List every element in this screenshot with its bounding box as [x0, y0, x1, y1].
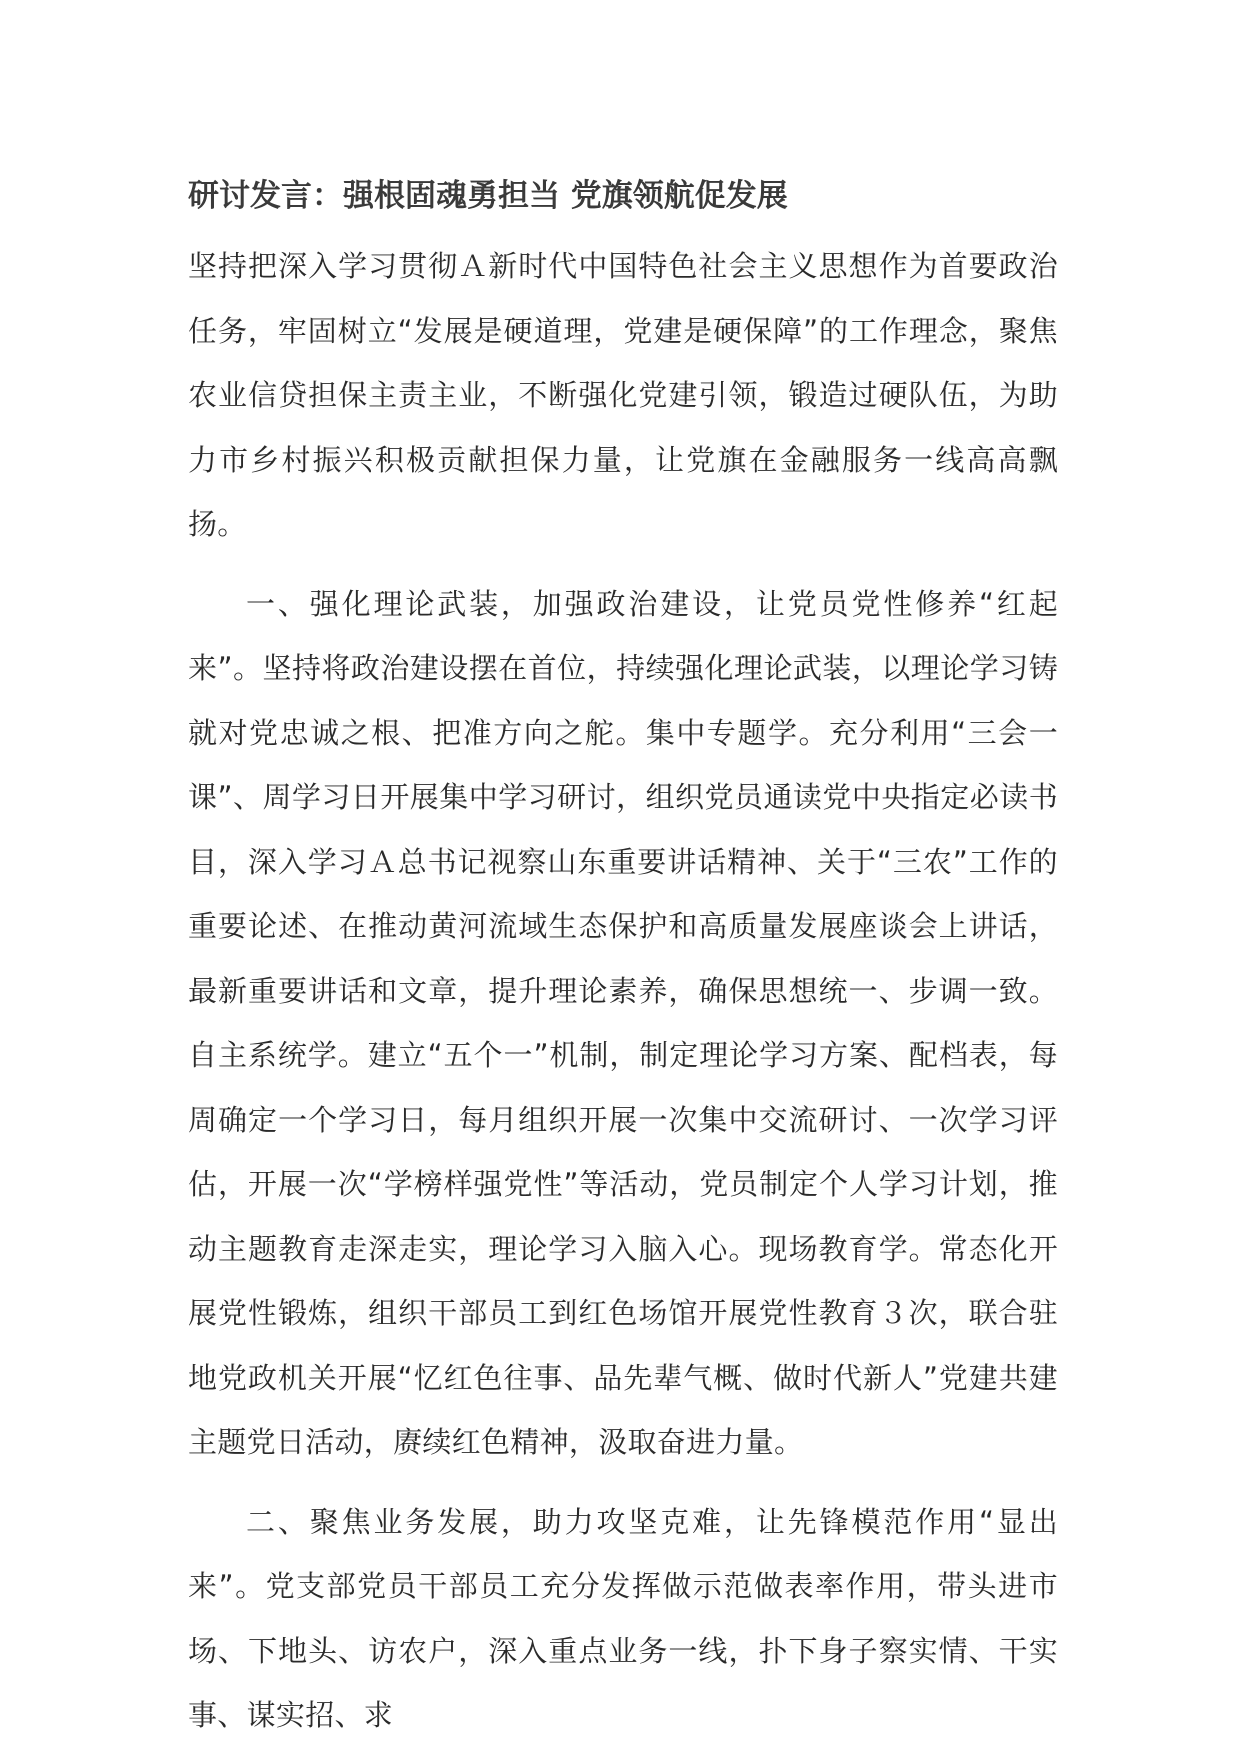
section-two-paragraph: 二、聚焦业务发展，助力攻坚克难，让先锋模范作用“显出来”。党支部党员干部员工充分发挥做示范做表率作用，带头进市场、下地头、访农户，深入重点业务一线，扑下身子察实情、干实事、谋实招、求	[188, 1504, 1058, 1732]
document-title: 研讨发言：强根固魂勇担当 党旗领航促发展	[188, 178, 788, 214]
document-body	[188, 172, 1058, 1748]
section-one-paragraph: 一、强化理论武装，加强政治建设，让党员党性修养“红起来”。坚持将政治建设摆在首位，持续强化理论武装，以理论学习铸就对党忠诚之根、把准方向之舵。集中专题学。充分利用“三会一课”、周学习日开展集中学习研讨，组织党员通读党中央指定必读书目，深入学习Ａ总书记视察山东重要讲话精神、关于“三农”工作的重要论述、在推动黄河流域生态保护和高质量发展座谈会上讲话，最新重要讲话和文章，提升理论素养，确保思想统一、步调一致。自主系统学。建立“五个一”机制，制定理论学习方案、配档表，每周确定一个学习日，每月组织开展一次集中交流研讨、一次学习评估，开展一次“学榜样强党性”等活动，党员制定个人学习计划，推动主题教育走深走实，理论学习入脑入心。现场教育学。常态化开展党性锻炼，组织干部员工到红色场馆开展党性教育３次，联合驻地党政机关开展“忆红色往事、品先辈气概、做时代新人”党建共建主题党日活动，赓续红色精神，汲取奋进力量。	[188, 586, 1058, 1459]
intro-paragraph: 坚持把深入学习贯彻Ａ新时代中国特色社会主义思想作为首要政治任务，牢固树立“发展是硬道理，党建是硬保障”的工作理念，聚焦农业信贷担保主责主业，不断强化党建引领，锻造过硬队伍，为助力市乡村振兴积极贡献担保力量，让党旗在金融服务一线高高飘扬。	[188, 249, 1058, 541]
